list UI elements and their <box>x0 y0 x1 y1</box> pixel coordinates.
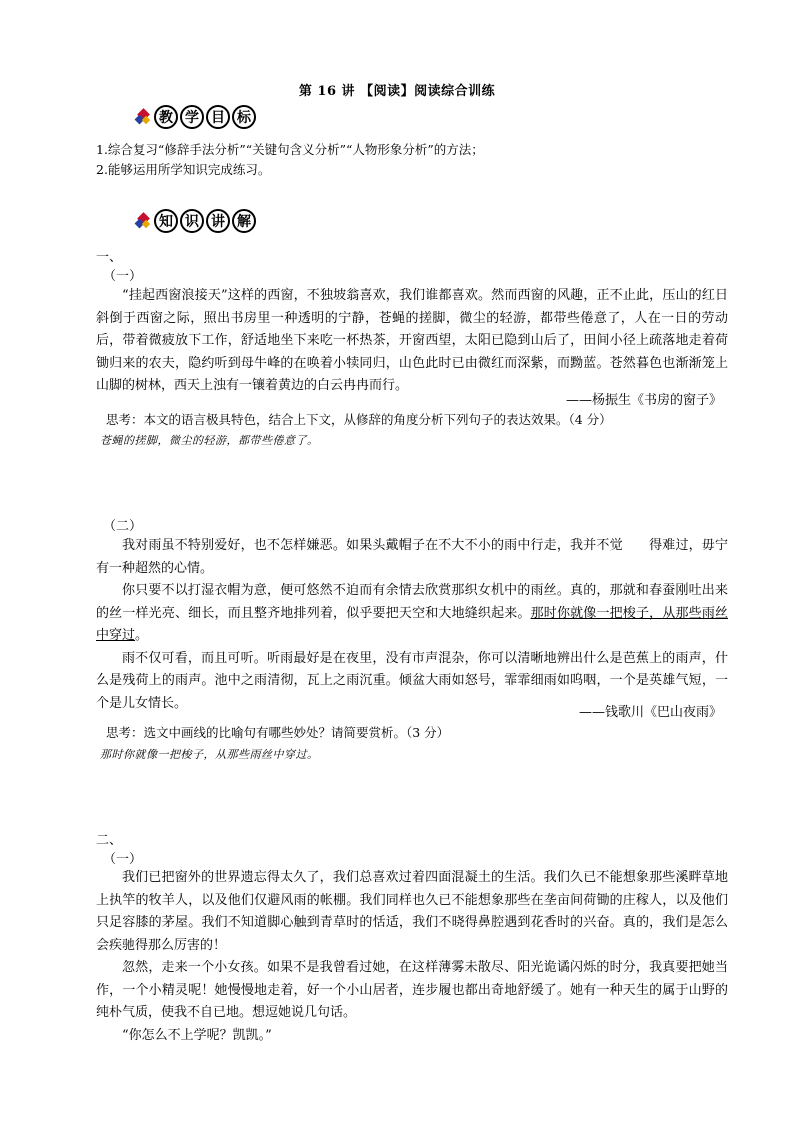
heading-char: 目 <box>206 105 230 129</box>
subsection-label: （一） <box>103 269 143 284</box>
paragraph <box>96 580 728 648</box>
paragraph-text: 你只要不以打湿衣帽为意，便可悠然不迫而有余情去欣赏那织女机中的雨丝。真的，那就和春蚕刚吐出来的丝一样光亮、细长，而且整齐地排列着，似乎要把天空和大地缝织起来。 <box>96 583 728 621</box>
source-citation: ——钱歌川《巴山夜雨》 <box>578 705 722 720</box>
heading-char: 识 <box>180 209 204 233</box>
source-citation: ——杨振生《书房的窗子》 <box>565 393 722 408</box>
question: 思考：选文中画线的比喻句有哪些妙处？请简要赏析。（3 分） <box>106 725 450 740</box>
underlined-sentence: 那时你就像一把梭子，从那些雨丝中穿过 <box>96 605 728 643</box>
goal-item: 2.能够运用所学知识完成练习。 <box>96 162 271 177</box>
heading-char: 知 <box>154 209 178 233</box>
heading-char: 标 <box>232 105 256 129</box>
passage <box>96 285 728 398</box>
paragraph: 雨不仅可看，而且可听。听雨最好是在夜里，没有市声混杂，你可以清晰地辨出什么是芭蕉上的雨声，什么是残荷上的雨声。池中之雨清彻，瓦上之雨沉重。倾盆大雨如怒号，霏霏细雨如呜咽，一个是英雄气短，一个是儿女情长。 <box>96 650 728 711</box>
goals-heading <box>136 104 258 130</box>
heading-char: 讲 <box>206 209 230 233</box>
subsection-label: （一） <box>103 852 143 867</box>
section-number: 一、 <box>96 250 123 265</box>
heading-char: 解 <box>232 209 256 233</box>
answer-line: 那时你就像一把梭子，从那些雨丝中穿过。 <box>100 748 319 761</box>
paragraph: “你怎么不上学呢？凯凯。” <box>122 1027 272 1043</box>
heading-char: 教 <box>154 105 178 129</box>
heading-char: 学 <box>180 105 204 129</box>
paragraph: “挂起西窗浪接天”这样的西窗，不独坡翁喜欢，我们谁都喜欢。然而西窗的风趣，正不止此，压山的红日斜倒于西窗之际，照出书房里一种透明的宁静，苍蝇的搓脚，微尘的轻游，都带些倦意了，人在一日的劳动后，带着微疲放下工作，舒适地坐下来吃一杯热茶，开窗西望，太阳已隐到山后了，田间小径上疏落地走着荷锄归来的农夫，隐约听到母牛峰的在唤着小犊同归，山色此时已由微红而深紫，而黝蓝。苍然暮色也渐渐笼上山脚的树林，西天上浊有一镶着黄边的白云冉冉而行。 <box>96 288 728 393</box>
subsection-label: （二） <box>103 519 143 534</box>
paragraph: 我们已把窗外的世界遗忘得太久了，我们总喜欢过着四面混凝土的生活。我们久已不能想象那些溪畔草地上执竿的牧羊人，以及他们仅避风雨的帐棚。我们同样也久已不能想象那些在垄亩间荷锄的庄稼人，以及他们只足容膝的茅屋。我们不知道脚心触到青草时的恬适，我们不晓得鼻腔遇到花香时的兴奋。真的，我们是怎么会疾驰得那么厉害的！ <box>96 870 728 953</box>
passage <box>96 535 728 715</box>
diamond-bullet-icon <box>136 108 150 126</box>
paragraph-text: 。 <box>135 628 149 643</box>
question: 思考：本文的语言极具特色，结合上下文，从修辞的角度分析下列句子的表达效果。（4 分） <box>106 412 612 427</box>
answer-line: 苍蝇的搓脚，微尘的轻游，都带些倦意了。 <box>100 434 319 447</box>
passage <box>96 867 728 1047</box>
paragraph: 我对雨虽不特别爱好，也不怎样嫌恶。如果头戴帽子在不大不小的雨中行走，我并不觉 得难过，毋宁有一种超然的心情。 <box>96 538 728 576</box>
knowledge-heading <box>136 208 258 234</box>
diamond-bullet-icon <box>136 212 150 230</box>
page-title: 第 16 讲 【阅读】阅读综合训练 <box>298 84 496 99</box>
goal-item: 1.综合复习“修辞手法分析”“关键句含义分析”“人物形象分析”的方法； <box>96 142 484 157</box>
section-number: 二、 <box>96 833 123 848</box>
paragraph: 忽然，走来一个小女孩。如果不是我曾看过她，在这样薄雾未散尽、阳光诡谲闪烁的时分，我真要把她当作，一个小精灵呢！她慢慢地走着，好一个小山居者，连步履也都出奇地舒缓了。她有一种天生的属于山野的纯朴气质，使我不自已地。想逗她说几句话。 <box>96 960 728 1020</box>
